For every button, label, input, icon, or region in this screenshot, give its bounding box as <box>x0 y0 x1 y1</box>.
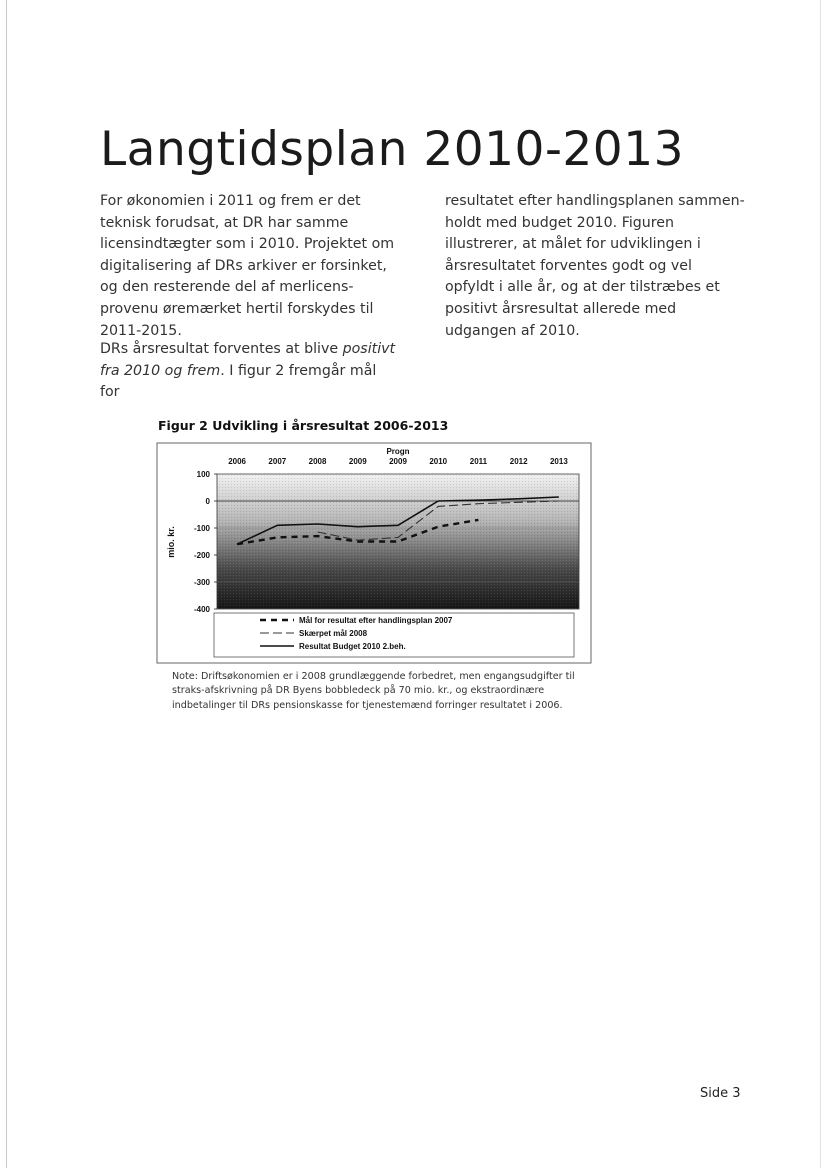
line-chart <box>156 442 592 664</box>
legend-label: Skærpet mål 2008 <box>299 629 368 638</box>
legend-label: Resultat Budget 2010 2.beh. <box>299 642 406 651</box>
scan-edge-right <box>820 0 821 1168</box>
paragraph-col1-2-post: . I figur 2 fremgår mål for <box>100 362 377 401</box>
x-tick-label: 2012 <box>509 457 528 466</box>
x-tick-labels <box>228 457 568 466</box>
plot-texture <box>217 474 579 609</box>
page-number: Side 3 <box>700 1086 741 1101</box>
y-tick-label: 100 <box>196 470 210 479</box>
x-tick-label: 2008 <box>308 457 327 466</box>
y-tick-label: -300 <box>193 578 210 587</box>
x-tick-label: 2009 <box>389 457 407 466</box>
legend-label: Mål for resultat efter handlingsplan 2007 <box>299 616 453 625</box>
figure-title: Figur 2 Udvikling i årsresultat 2006-2013 <box>158 418 449 433</box>
paragraph-col1-2-pre: DRs årsresultat forventes at blive <box>100 341 343 357</box>
figure-note: Note: Driftsøkonomien er i 2008 grundlæggende forbedret, men engangsudgifter til straks-afskrivning på DR Byens bobbledeck på 70 mio. kr., og ekstraordinære indbetalinger til DRs pensionskasse for tjenestemænd forringer resultatet i 2006. <box>172 671 575 711</box>
x-tick-label: 2011 <box>469 457 488 466</box>
paragraph-col1-2 <box>100 339 400 404</box>
y-tick-label: 0 <box>205 497 210 506</box>
paragraph-col1-2-emphasis: positivt fra 2010 og frem <box>100 341 396 379</box>
paragraph-col2-1: resultatet efter handlingsplanen sammen-holdt med budget 2010. Figuren illustrerer, at målet for udviklingen i årsresultatet forventes godt og vel opfyldt i alle år, og at der tilstræbes et positivt årsresultat allerede med udgangen af 2010. <box>445 193 745 339</box>
x-tick-label: 2010 <box>429 457 448 466</box>
y-axis-label: mio. kr. <box>166 526 176 558</box>
x-tick-label: 2006 <box>228 457 247 466</box>
progn-label: Progn <box>386 447 410 456</box>
y-tick-label: -200 <box>193 551 210 560</box>
x-tick-label: 2009 <box>348 457 367 466</box>
scan-edge <box>6 0 7 1168</box>
paragraph-col1-1: For økonomien i 2011 og frem er det teknisk forudsat, at DR har samme licensindtægter som i 2010. Projektet om digitalisering af DRs arkiver er forsinket, og den resterende del af merlicens-provenu øremærket hertil forskydes til 2011-2015. <box>100 193 395 339</box>
x-tick-label: 2013 <box>549 457 568 466</box>
page-title: Langtidsplan 2010-2013 <box>100 122 685 177</box>
x-tick-label: 2007 <box>268 457 287 466</box>
y-tick-label: -400 <box>193 605 210 614</box>
y-tick-label: -100 <box>193 524 210 533</box>
